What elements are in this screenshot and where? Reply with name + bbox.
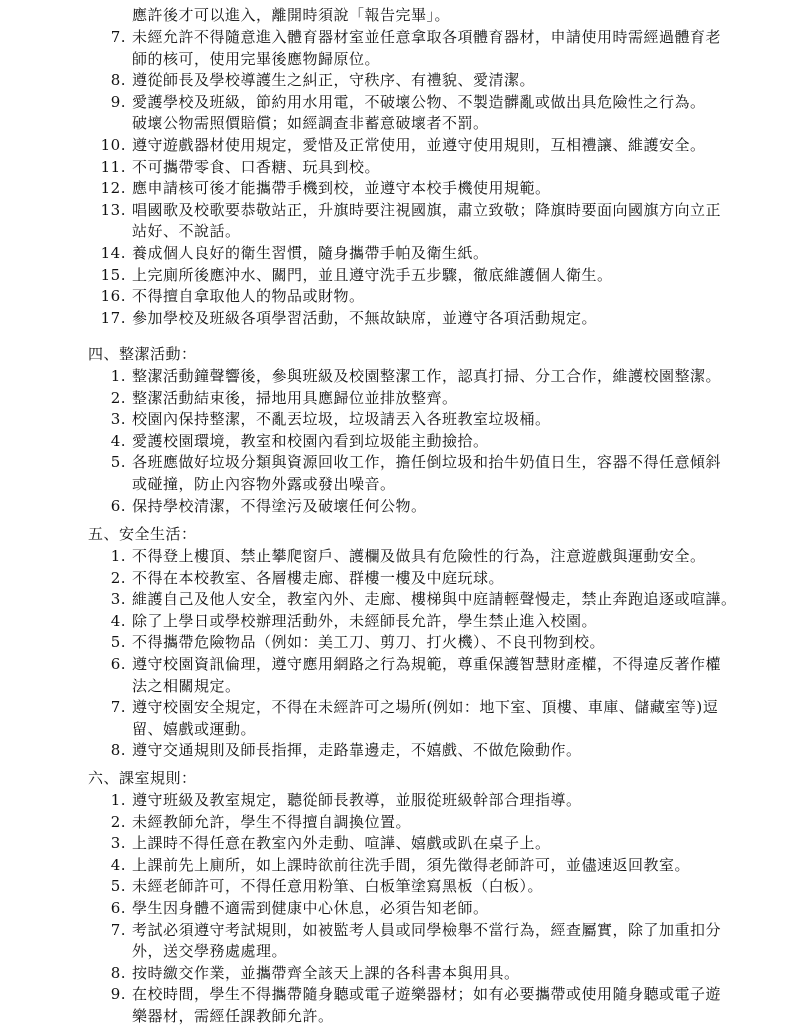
- item-number: 6.: [110, 899, 126, 917]
- item-number: 4.: [110, 855, 126, 874]
- list-item-text: 遵守校園安全規定，不得在未經許可之場所(例如：地下室、頂樓、車庫、儲藏室等)逗: [132, 698, 719, 717]
- item-number: 2.: [110, 568, 126, 587]
- item-number: 13.: [100, 200, 126, 219]
- item-number: 11.: [100, 157, 126, 176]
- list-item-text: 遵從師長及學校導護生之糾正，守秩序、有禮貌、愛清潔。: [132, 71, 536, 90]
- list-item-text: 各班應做好垃圾分類與資源回收工作，擔任倒垃圾和抬牛奶值日生，容器不得任意傾斜: [132, 453, 722, 472]
- item-number: 1.: [110, 791, 126, 809]
- item-number: 10.: [100, 136, 126, 154]
- list-item-text: 愛護校園環境，教室和校園內看到垃圾能主動撿拾。: [132, 431, 489, 450]
- list-item-text: 不得攜帶危險物品（例如：美工刀、剪刀、打火機）、不良刊物到校。: [132, 633, 606, 652]
- list-item-text: 不得在本校教室、各層樓走廊、群樓一樓及中庭玩球。: [132, 568, 505, 587]
- item-number: 8.: [110, 963, 126, 982]
- item-number: 8.: [110, 741, 126, 760]
- list-item-text: 愛護學校及班級，節約用水用電，不破壞公物、不製造髒亂或做出具危險性之行為。: [132, 92, 706, 111]
- list-item-text: 整潔活動鐘聲響後，參與班級及校園整潔工作，認真打掃、分工合作，維護校園整潔。: [132, 367, 722, 385]
- list-item-text: 應申請核可後才能攜帶手機到校，並遵守本校手機使用規範。: [132, 179, 551, 198]
- continuation-text: 應許後才可以進入，離開時須說「報告完畢」。: [132, 6, 451, 24]
- section-heading: 六、課室規則：: [88, 769, 197, 787]
- list-item-text: 或碰撞，防止內容物外露或發出噪音。: [132, 475, 396, 493]
- list-item-text: 學生因身體不適需到健康中心休息，必須告知老師。: [132, 899, 489, 917]
- list-item-text: 法之相關規定。: [132, 676, 241, 695]
- list-item-text: 不得登上樓頂、禁止攀爬窗戶、護欄及做具有危險性的行為，注意遊戲與運動安全。: [132, 547, 706, 565]
- list-item-text: 維護自己及他人安全，教室內外、走廊、樓梯與中庭請輕聲慢走，禁止奔跑追逐或喧譁。: [132, 590, 737, 609]
- list-item-text: 遵守交通規則及師長指揮，走路靠邊走，不嬉戲、不做危險動作。: [132, 741, 582, 760]
- list-item-text: 站好、不說話。: [132, 222, 241, 241]
- list-item-text: 考試必須遵守考試規則，如被監考人員或同學檢舉不當行為，經查屬實，除了加重扣分: [132, 920, 722, 939]
- item-number: 7.: [110, 698, 126, 717]
- list-item-text: 不得擅自拿取他人的物品或財物。: [132, 287, 365, 306]
- list-item-text: 上完廁所後應沖水、關門，並且遵守洗手五步驟，徹底維護個人衛生。: [132, 265, 613, 284]
- item-number: 4.: [110, 611, 126, 630]
- list-item-text: 養成個人良好的衛生習慣，隨身攜帶手帕及衛生紙。: [132, 244, 489, 262]
- list-item-text: 唱國歌及校歌要恭敬站正，升旗時要注視國旗，肅立致敬；降旗時要面向國旗方向立正: [132, 200, 722, 219]
- item-number: 16.: [100, 287, 126, 306]
- item-number: 2.: [110, 812, 126, 831]
- list-item-text: 遵守遊戲器材使用規定，愛惜及正常使用，並遵守使用規則，互相禮讓、維護安全。: [132, 136, 706, 154]
- item-number: 5.: [110, 633, 126, 652]
- item-number: 14.: [100, 244, 126, 262]
- list-item-text: 不可攜帶零食、口香糖、玩具到校。: [132, 157, 381, 176]
- list-item-text: 外，送交學務處處理。: [132, 942, 288, 961]
- item-number: 17.: [100, 308, 126, 327]
- list-item-text: 遵守班級及教室規定，聽從師長教導，並服從班級幹部合理指導。: [132, 791, 582, 809]
- list-item-text: 樂器材，需經任課教師允許。: [132, 1007, 334, 1025]
- item-number: 3.: [110, 590, 126, 609]
- list-item-text: 除了上學日或學校辦理活動外，未經師長允許，學生禁止進入校園。: [132, 611, 598, 630]
- item-number: 3.: [110, 834, 126, 853]
- list-item-text: 保持學校清潔，不得塗污及破壞任何公物。: [132, 496, 427, 515]
- list-item-text: 未經教師允許，學生不得擅自調換位置。: [132, 812, 412, 831]
- list-item-text: 按時繳交作業，並攜帶齊全該天上課的各科書本與用具。: [132, 963, 520, 982]
- item-number: 6.: [110, 655, 126, 673]
- item-number: 12.: [100, 179, 126, 198]
- item-number: 5.: [110, 453, 126, 472]
- section-heading: 五、安全生活：: [88, 525, 197, 543]
- item-number: 1.: [110, 547, 126, 565]
- item-number: 7.: [110, 28, 126, 46]
- item-number: 1.: [110, 367, 126, 385]
- list-item-text: 遵守校園資訊倫理，遵守應用網路之行為規範，尊重保護智慧財產權，不得違反著作權: [132, 655, 722, 673]
- list-item-text: 整潔活動結束後，掃地用具應歸位並排放整齊。: [132, 388, 458, 407]
- item-number: 6.: [110, 496, 126, 515]
- list-item-text: 上課前先上廁所，如上課時欲前往洗手間，須先徵得老師許可，並儘速返回教室。: [132, 855, 691, 874]
- item-number: 4.: [110, 431, 126, 450]
- list-item-text: 留、嬉戲或運動。: [132, 719, 257, 738]
- item-number: 9.: [110, 92, 126, 111]
- item-number: 3.: [110, 410, 126, 429]
- list-item-text: 在校時間，學生不得攜帶隨身聽或電子遊樂器材；如有必要攜帶或使用隨身聽或電子遊: [132, 985, 722, 1004]
- list-item-text: 未經老師許可，不得任意用粉筆、白板筆塗寫黑板（白板）。: [132, 877, 544, 896]
- list-item-text: 師的核可，使用完畢後應物歸原位。: [132, 49, 381, 68]
- list-item-text: 破壞公物需照價賠償；如經調查非蓄意破壞者不罰。: [132, 114, 489, 133]
- item-number: 8.: [110, 71, 126, 90]
- list-item-text: 上課時不得任意在教室內外走動、喧譁、嬉戲或趴在桌子上。: [132, 834, 551, 853]
- section-heading: 四、整潔活動：: [88, 345, 197, 363]
- item-number: 2.: [110, 388, 126, 407]
- item-number: 15.: [100, 265, 126, 284]
- item-number: 5.: [110, 877, 126, 896]
- item-number: 9.: [110, 985, 126, 1004]
- item-number: 7.: [110, 920, 126, 939]
- list-item-text: 參加學校及班級各項學習活動，不無故缺席，並遵守各項活動規定。: [132, 308, 598, 327]
- list-item-text: 校園內保持整潔，不亂丟垃圾，垃圾請丟入各班教室垃圾桶。: [132, 410, 551, 429]
- list-item-text: 未經允許不得隨意進入體育器材室並任意拿取各項體育器材，申請使用時需經過體育老: [132, 28, 722, 46]
